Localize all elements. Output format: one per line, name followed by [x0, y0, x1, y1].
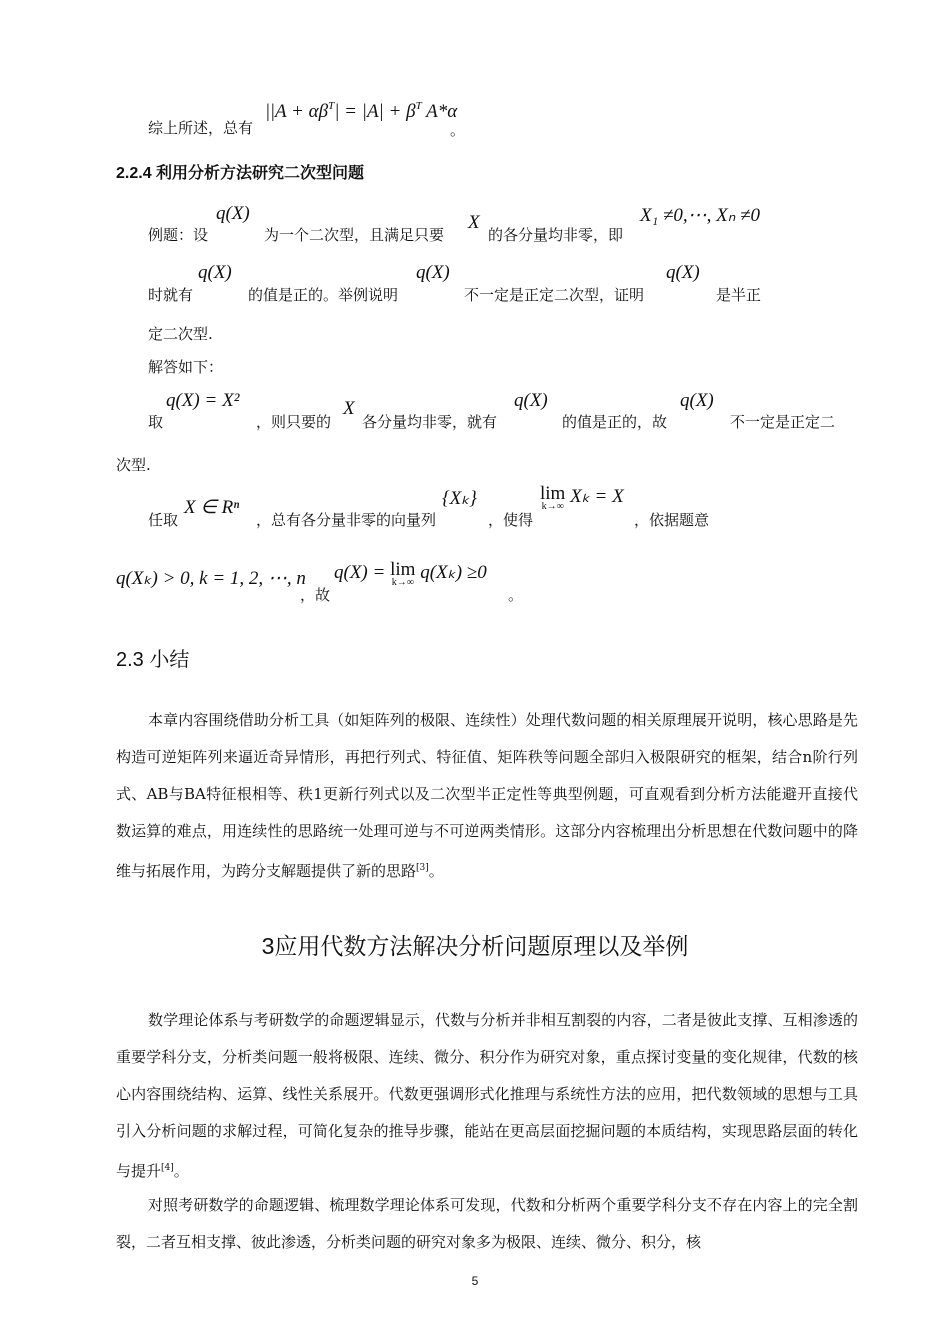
example-text: 不一定是正定二次型，证明 [464, 286, 645, 304]
solution-text: 不一定是正定二 [730, 413, 836, 431]
solution-text: ，则只要的 [256, 413, 332, 431]
math-x-in-rn: X ∈ Rⁿ [184, 497, 240, 518]
solution-text: ，故 [300, 586, 331, 604]
math-limit-result: q(X) = lim k→∞ q(Xₖ) ≥0 [334, 559, 487, 588]
solution-text: 各分量均非零，就有 [362, 413, 498, 431]
math-qx: q(X) [198, 262, 232, 283]
chapter-3-paragraph-2: 对照考研数学的命题逻辑、梳理数学理论体系可发现，代数和分析两个重要学科分支不存在内容上的完全割裂，二者互相支撑、彼此渗透，分析类问题的研究对象多为极限、连续、微分、积分，核 [116, 1196, 858, 1251]
summary-end: 。 [450, 121, 466, 139]
solution-text: 次型. [116, 456, 151, 474]
solution-end: 。 [508, 586, 524, 604]
example-text: 定二次型. [148, 325, 213, 343]
example-text: 的值是正的。举例说明 [248, 286, 399, 304]
example-text: 为一个二次型，且满足只要 [264, 226, 445, 244]
solution-text: 任取 [148, 511, 179, 529]
example-text: 是半正 [716, 286, 762, 304]
solution-text: ，使得 [488, 511, 534, 529]
solution-text: 取 [148, 413, 164, 431]
math-positive-seq: q(Xₖ) > 0, k = 1, 2, ⋯, n [116, 568, 306, 589]
summary-text: 综上所述，总有 [148, 119, 254, 137]
solution-text: 的值是正的，故 [562, 413, 668, 431]
math-qx-eq-x2: q(X) = X² [166, 390, 240, 411]
example-text: 的各分量均非零，即 [488, 226, 624, 244]
section-heading-2-2-4: 2.2.4 利用分析方法研究二次型问题 [116, 165, 365, 182]
summary-formula: $||A + \alpha\beta^T| = |A| + \beta^T$ A*α [266, 100, 458, 122]
answer-label: 解答如下： [148, 358, 224, 376]
math-x: X [468, 212, 480, 233]
math-nonzero: X₁ ≠0,⋯, Xₙ ≠0 [640, 205, 760, 226]
summary-paragraph: 本章内容围绕借助分析工具（如矩阵列的极限、连续性）处理代数问题的相关原理展开说明，核心思路是先构造可逆矩阵列来逼近奇异情形，再把行列式、特征值、矩阵秩等问题全部归入极限研究的框架，结合n阶行列式、AB与BA特征根相等、秩1更新行列式以及二次型半正定性等典型例题，可直观看到分析方法能避开直接代数运算的难点，用连续性的思路统一处理可逆与不可逆两类情形。这部分内容梳理出分析思想在代数问题中的降维与拓展作用，为跨分支解题提供了新的思路[3]。 [116, 711, 858, 880]
math-x: X [343, 398, 355, 419]
chapter-3-paragraph-1: 数学理论体系与考研数学的命题逻辑显示，代数与分析并非相互割裂的内容，二者是彼此支撑、互相渗透的重要学科分支，分析类问题一般将极限、连续、微分、积分作为研究对象，重点探讨变量的变化规律，代数的核心内容围绕结构、运算、线性关系展开。代数更强调形式化推理与系统性方法的应用，把代数领域的思想与工具引入分析问题的求解过程，可简化复杂的推导步骤，能站在更高层面挖掘问题的本质结构，实现思路层面的转化与提升[4]。 [116, 1011, 858, 1180]
solution-text: ，总有各分量非零的向量列 [256, 511, 437, 529]
chapter-title-3: 3应用代数方法解决分析问题原理以及举例 [261, 933, 689, 959]
example-text: 时就有 [148, 286, 194, 304]
math-qx: q(X) [666, 262, 700, 283]
math-qx: q(X) [416, 262, 450, 283]
math-qx: q(X) [514, 390, 548, 411]
math-limit: lim k→∞ Xₖ = X [540, 483, 624, 512]
section-heading-2-3: 2.3 小结 [116, 649, 190, 671]
math-sequence: {Xₖ} [442, 488, 477, 509]
math-qx: q(X) [680, 390, 714, 411]
example-text: 例题：设 [148, 226, 209, 244]
solution-text: ，依据题意 [634, 511, 710, 529]
math-qx: q(X) [216, 203, 250, 224]
page-number: 5 [471, 1274, 479, 1288]
